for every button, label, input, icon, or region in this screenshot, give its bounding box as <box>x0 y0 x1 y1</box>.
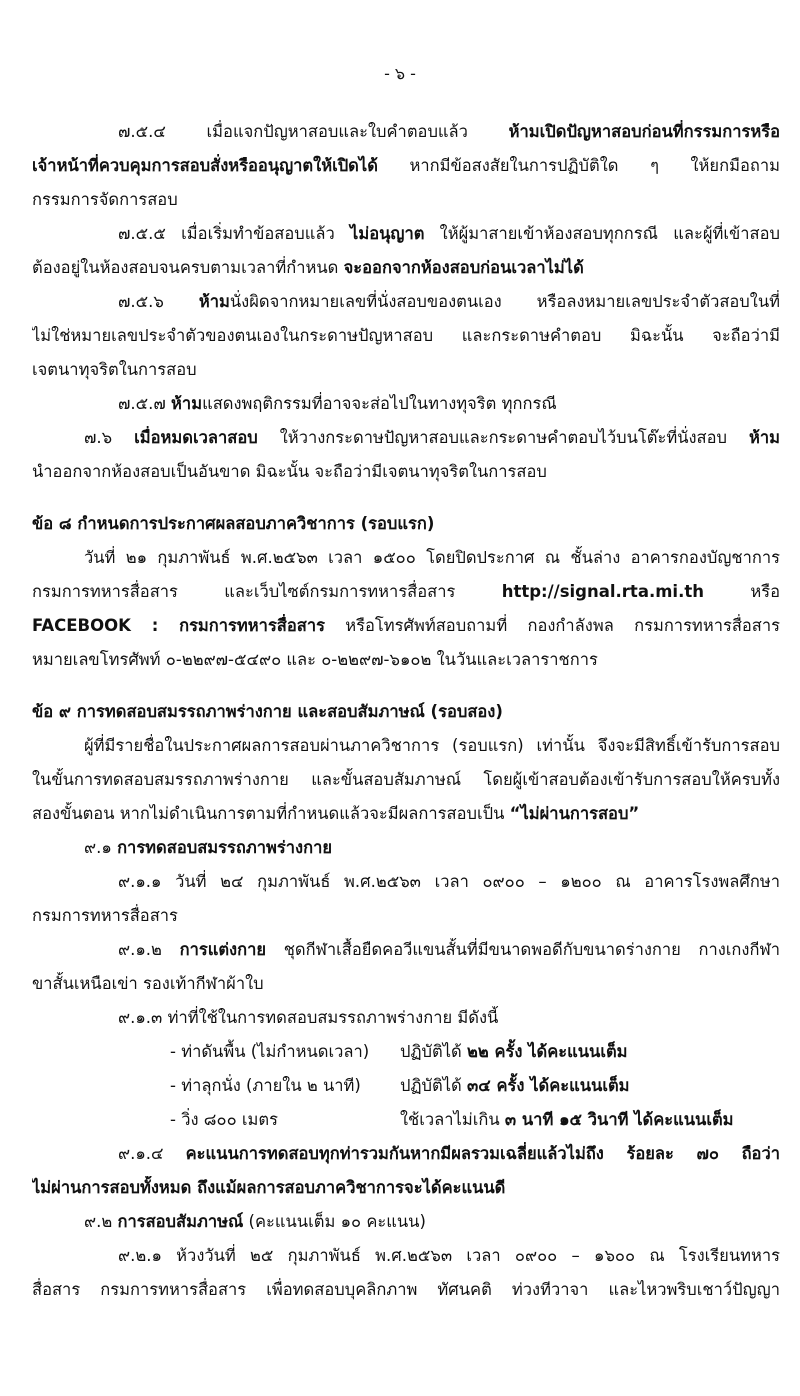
section-9-line-1: ผู้ที่มีรายชื่อในประกาศผลการสอบผ่านภาควิชาการ (รอบแรก) เท่านั้น จึงจะมีสิทธิ์เข้ารับการสอบ <box>84 736 780 755</box>
section-8-heading: ข้อ ๘ กำหนดการประกาศผลสอบภาควิชาการ (รอบแรก) <box>32 514 435 533</box>
section-8-line-1: วันที่ ๒๑ กุมภาพันธ์ พ.ศ.๒๕๖๓ เวลา ๑๕๐๐ โดยปิดประกาศ ณ ชั้นล่าง อาคารกองบัญชาการ <box>84 548 780 567</box>
para-9-2-1-line-2: สื่อสาร กรมการทหารสื่อสาร เพื่อทดสอบบุคลิกภาพ ทัศนคติ ท่วงทีวาจา และไหวพริบเชาว์ปัญญา <box>32 1280 780 1299</box>
test-item-criterion: ปฏิบัติได้ ๓๔ ครั้ง ได้คะแนนเต็ม <box>400 1076 630 1095</box>
test-item-criterion: ใช้เวลาไม่เกิน ๓ นาที ๑๕ วินาที ได้คะแนนเต็ม <box>400 1110 734 1129</box>
subsection-9-1-heading: ๙.๑ การทดสอบสมรรถภาพร่างกาย <box>84 838 333 857</box>
section-9-line-2: ในขั้นการทดสอบสมรรถภาพร่างกาย และขั้นสอบสัมภาษณ์ โดยผู้เข้าสอบต้องเข้ารับการสอบให้ครบทั้ง <box>32 770 780 789</box>
test-item-name: - ท่าดันพื้น (ไม่กำหนดเวลา) <box>170 1042 370 1061</box>
test-item-name: - วิ่ง ๘๐๐ เมตร <box>170 1110 278 1129</box>
subsection-9-2-heading: ๙.๒ การสอบสัมภาษณ์ (คะแนนเต็ม ๑๐ คะแนน) <box>84 1212 426 1231</box>
test-item-criterion: ปฏิบัติได้ ๒๒ ครั้ง ได้คะแนนเต็ม <box>400 1042 628 1061</box>
section-8-line-3: FACEBOOK : กรมการทหารสื่อสาร หรือโทรศัพท์สอบถามที่ กองกำลังพล กรมการทหารสื่อสาร <box>32 616 780 635</box>
para-7-5-6-line-2: ไม่ใช่หมายเลขประจำตัวของตนเองในกระดาษปัญหาสอบ และกระดาษคำตอบ มิฉะนั้น จะถือว่ามี <box>32 326 780 345</box>
para-9-2-1-line-1: ๙.๒.๑ ห้วงวันที่ ๒๕ กุมภาพันธ์ พ.ศ.๒๕๖๓ เวลา ๐๙๐๐ – ๑๖๐๐ ณ โรงเรียนทหาร <box>118 1246 780 1265</box>
website-url: http://signal.rta.mi.th <box>501 582 704 601</box>
section-9-heading: ข้อ ๙ การทดสอบสมรรถภาพร่างกาย และสอบสัมภาษณ์ (รอบสอง) <box>32 702 503 721</box>
para-7-6-line-2: นำออกจากห้องสอบเป็นอันขาด มิฉะนั้น จะถือว่ามีเจตนาทุจริตในการสอบ <box>32 462 547 481</box>
para-9-1-4-line-1: ๙.๑.๔ คะแนนการทดสอบทุกท่ารวมกันหากมีผลรวมเฉลี่ยแล้วไม่ถึง ร้อยละ ๗๐ ถือว่า <box>118 1144 780 1163</box>
facebook-page: FACEBOOK : กรมการทหารสื่อสาร <box>32 616 325 635</box>
para-7-5-4-line-2: เจ้าหน้าที่ควบคุมการสอบสั่งหรืออนุญาตให้เปิดได้ หากมีข้อสงสัยในการปฏิบัติใด ๆ ให้ยกมือถาม <box>32 156 780 175</box>
para-7-5-6-line-3: เจตนาทุจริตในการสอบ <box>32 360 197 379</box>
page-number: - ๖ - <box>384 64 416 83</box>
para-9-1-3-line-1: ๙.๑.๓ ท่าที่ใช้ในการทดสอบสมรรถภาพร่างกาย มีดังนี้ <box>118 1008 499 1027</box>
para-9-1-2-line-2: ขาสั้นเหนือเข่า รองเท้ากีฬาผ้าใบ <box>32 974 264 993</box>
para-7-6-line-1: ๗.๖ เมื่อหมดเวลาสอบ ให้วางกระดาษปัญหาสอบและกระดาษคำตอบไว้บนโต๊ะที่นั่งสอบ ห้าม <box>84 428 780 447</box>
section-8-line-4: หมายเลขโทรศัพท์ ๐-๒๒๙๗-๕๔๙๐ และ ๐-๒๒๙๗-๖๑๐๒ ในวันและเวลาราชการ <box>32 650 598 669</box>
para-7-5-7-line-1: ๗.๕.๗ ห้ามแสดงพฤติกรรมที่อาจจะส่อไปในทางทุจริต ทุกกรณี <box>118 394 557 413</box>
para-7-5-4-line-1: ๗.๕.๔ เมื่อแจกปัญหาสอบและใบคำตอบแล้ว ห้ามเปิดปัญหาสอบก่อนที่กรรมการหรือ <box>118 122 780 141</box>
test-item-name: - ท่าลุกนั่ง (ภายใน ๒ นาที) <box>170 1076 361 1095</box>
para-9-1-2-line-1: ๙.๑.๒ การแต่งกาย ชุดกีฬาเสื้อยืดคอวีแขนสั้นที่มีขนาดพอดีกับขนาดร่างกาย กางเกงกีฬา <box>118 940 780 959</box>
para-7-5-6-line-1: ๗.๕.๖ ห้ามนั่งผิดจากหมายเลขที่นั่งสอบของตนเอง หรือลงหมายเลขประจำตัวสอบในที่ <box>118 292 780 311</box>
para-9-1-1-line-2: กรมการทหารสื่อสาร <box>32 906 178 925</box>
para-7-5-5-line-1: ๗.๕.๕ เมื่อเริ่มทำข้อสอบแล้ว ไม่อนุญาต ให้ผู้มาสายเข้าห้องสอบทุกกรณี และผู้ที่เข้าสอบ <box>118 224 780 243</box>
para-9-1-1-line-1: ๙.๑.๑ วันที่ ๒๔ กุมภาพันธ์ พ.ศ.๒๕๖๓ เวลา ๐๙๐๐ – ๑๒๐๐ ณ อาคารโรงพลศึกษา <box>118 872 780 891</box>
para-9-1-4-line-2: ไม่ผ่านการสอบทั้งหมด ถึงแม้ผลการสอบภาควิชาการจะได้คะแนนดี <box>32 1178 506 1197</box>
section-8-line-2: กรมการทหารสื่อสาร และเว็บไซต์กรมการทหารสื่อสาร http://signal.rta.mi.th หรือ <box>32 582 780 601</box>
para-7-5-4-line-3: กรรมการจัดการสอบ <box>32 190 178 209</box>
para-7-5-5-line-2: ต้องอยู่ในห้องสอบจนครบตามเวลาที่กำหนด จะออกจากห้องสอบก่อนเวลาไม่ได้ <box>32 258 584 277</box>
section-9-line-3: สองขั้นตอน หากไม่ดำเนินการตามที่กำหนดแล้วจะมีผลการสอบเป็น “ไม่ผ่านการสอบ” <box>32 804 640 823</box>
